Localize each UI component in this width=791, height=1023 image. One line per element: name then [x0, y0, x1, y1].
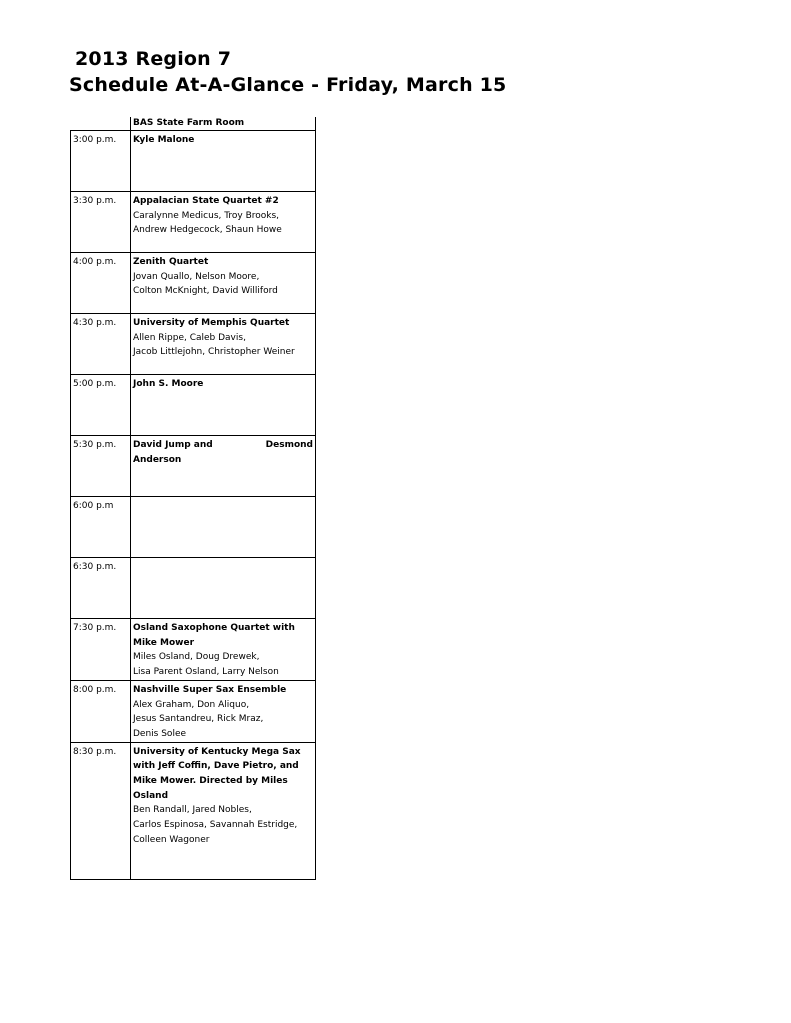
schedule-table — [70, 117, 316, 880]
table-row — [71, 558, 316, 619]
performer-line: Lisa Parent Osland, Larry Nelson — [133, 667, 279, 678]
room-header: BAS State Farm Room — [131, 117, 316, 131]
table-row — [71, 314, 316, 375]
event-title-part: Desmond — [265, 440, 313, 450]
time-cell: 3:00 p.m. — [71, 131, 131, 192]
event-cell — [131, 558, 316, 619]
performer-line: Denis Solee — [133, 728, 187, 739]
event-title-line: Mike Mower — [133, 637, 195, 648]
event-title-line: with Jeff Coffin, Dave Pietro, and — [133, 761, 299, 772]
time-cell: 8:30 p.m. — [71, 742, 131, 879]
event-title — [133, 438, 313, 453]
performer-line: Colleen Wagoner — [133, 834, 210, 845]
table-row — [71, 742, 316, 879]
time-cell: 3:30 p.m. — [71, 192, 131, 253]
time-cell: 4:00 p.m. — [71, 253, 131, 314]
table-row — [71, 192, 316, 253]
event-cell — [131, 680, 316, 742]
event-title: Appalacian State Quartet #2 — [133, 196, 279, 206]
time-cell: 6:30 p.m. — [71, 558, 131, 619]
event-cell — [131, 253, 316, 314]
performer-line: Carlos Espinosa, Savannah Estridge, — [133, 820, 298, 831]
time-cell: 6:00 p.m — [71, 497, 131, 558]
event-title: Zenith Quartet — [133, 257, 209, 267]
event-title-line: Anderson — [133, 454, 182, 465]
performer-line: Caralynne Medicus, Troy Brooks, — [133, 210, 280, 221]
time-cell: 5:00 p.m. — [71, 375, 131, 436]
event-title-line: University of Kentucky Mega Sax — [133, 746, 301, 757]
performer-line: Andrew Hedgecock, Shaun Howe — [133, 225, 282, 236]
event-cell — [131, 742, 316, 879]
event-cell — [131, 375, 316, 436]
table-row — [71, 680, 316, 742]
performer-line: Colton McKnight, David Williford — [133, 286, 278, 297]
table-row — [71, 253, 316, 314]
performer-line: Jovan Quallo, Nelson Moore, — [133, 271, 260, 282]
time-cell: 4:30 p.m. — [71, 314, 131, 375]
event-cell — [131, 131, 316, 192]
event-title: Nashville Super Sax Ensemble — [133, 684, 287, 695]
time-cell: 5:30 p.m. — [71, 436, 131, 497]
table-header-row — [71, 117, 316, 131]
event-cell — [131, 619, 316, 681]
event-cell — [131, 192, 316, 253]
performer-line: Allen Rippe, Caleb Davis, — [133, 332, 246, 343]
table-row — [71, 619, 316, 681]
document-title: 2013 Region 7 — [75, 48, 232, 70]
event-title-part: David Jump and — [133, 440, 213, 450]
event-cell — [131, 314, 316, 375]
time-cell: 8:00 p.m. — [71, 680, 131, 742]
time-cell: 7:30 p.m. — [71, 619, 131, 681]
table-row — [71, 497, 316, 558]
time-column-header — [71, 117, 131, 131]
event-title: Kyle Malone — [133, 135, 195, 145]
event-title-line: Osland Saxophone Quartet with — [133, 623, 295, 633]
event-title-line: Osland — [133, 790, 169, 801]
table-row — [71, 131, 316, 192]
event-title: University of Memphis Quartet — [133, 318, 290, 328]
performer-line: Miles Osland, Doug Drewek, — [133, 652, 260, 663]
performer-line: Ben Randall, Jared Nobles, — [133, 805, 252, 816]
table-row — [71, 436, 316, 497]
event-title: John S. Moore — [133, 379, 204, 389]
performer-line: Alex Graham, Don Aliquo, — [133, 699, 250, 710]
document-subtitle: Schedule At-A-Glance - Friday, March 15 — [69, 74, 507, 96]
performer-line: Jesus Santandreu, Rick Mraz, — [133, 714, 264, 725]
event-title-line: Mike Mower. Directed by Miles — [133, 776, 288, 787]
event-cell — [131, 497, 316, 558]
event-cell — [131, 436, 316, 497]
performer-line: Jacob Littlejohn, Christopher Weiner — [133, 347, 295, 358]
table-row — [71, 375, 316, 436]
